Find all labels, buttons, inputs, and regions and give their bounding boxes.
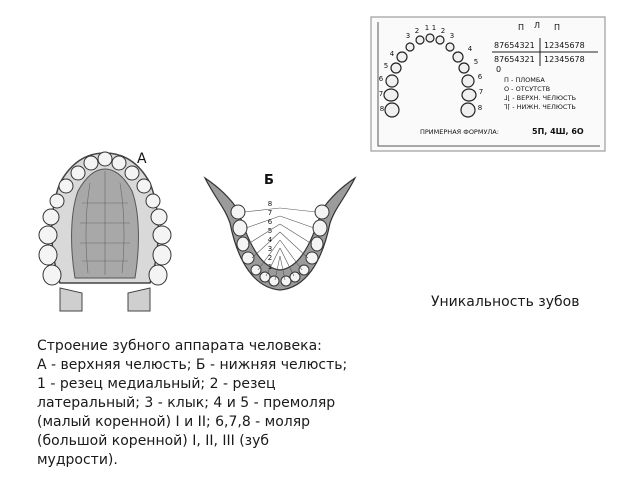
arch-number: 6 xyxy=(378,75,384,83)
quadrant-label-middle: Л xyxy=(534,21,541,30)
arch-number: 2 xyxy=(440,27,446,35)
lower-jaw-letter: Б xyxy=(264,173,274,188)
arch-number: 3 xyxy=(449,32,455,40)
example-formula-label: ПРИМЕРНАЯ ФОРМУЛА: xyxy=(420,128,499,136)
arch-number: 4 xyxy=(467,45,473,53)
quadrant-label-right: П xyxy=(554,23,561,32)
arch-number: 5 xyxy=(383,62,389,70)
arch-number: 3 xyxy=(405,32,411,40)
upper-row-left: 87654321 xyxy=(494,41,535,50)
lower-jaw-illustration xyxy=(200,168,360,298)
lower-tooth-number: 7 xyxy=(267,209,273,217)
arch-number: 7 xyxy=(378,90,384,98)
figure-caption: Строение зубного аппарата человека: А - верхняя челюсть; Б - нижняя челюсть; 1 - резец медиальный; 2 - резец латеральный; 3 - клык; 4 и 5 - премоляр (малый коренной) I и II; 6,7,8 - моляр (большой коренной) I, II, III (зуб мудрости). xyxy=(37,338,348,468)
upper-jaw-letter: А xyxy=(137,151,147,167)
lower-tooth-number: 2 xyxy=(267,254,273,262)
legend-filling: П - ПЛОМБА xyxy=(504,76,545,84)
arch-number: 8 xyxy=(379,105,385,113)
example-formula-value: 5П, 4Ш, 6О xyxy=(532,127,584,136)
upper-jaw-illustration xyxy=(30,143,180,313)
dental-formula-card xyxy=(370,16,606,152)
lower-row-right: 12345678 xyxy=(544,55,585,64)
lower-tooth-number: 4 xyxy=(267,236,273,244)
arch-number: 8 xyxy=(477,104,483,112)
lower-tooth-number: 3 xyxy=(267,245,273,253)
lower-tooth-number: 8 xyxy=(267,200,273,208)
uniqueness-label: Уникальность зубов xyxy=(431,294,580,310)
legend-lower-jaw: ⅂⌈ - НИЖН. ЧЕЛЮСТЬ xyxy=(504,103,576,111)
legend-absent: О - ОТСУТСТВ xyxy=(504,85,551,93)
lower-tooth-number: 6 xyxy=(267,218,273,226)
arch-number: 4 xyxy=(389,50,395,58)
lower-tooth-number: 1 xyxy=(267,263,273,271)
arch-number: 1 xyxy=(424,24,430,32)
lower-row-left: 87654321 xyxy=(494,55,535,64)
arch-number: 5 xyxy=(473,58,479,66)
arch-number: 1 xyxy=(431,24,437,32)
arch-number: 7 xyxy=(478,88,484,96)
legend-upper-jaw: ⅃⌊ - ВЕРХН. ЧЕЛЮСТЬ xyxy=(504,94,577,102)
arch-number: 2 xyxy=(414,27,420,35)
quadrant-label-left: П xyxy=(518,23,525,32)
lower-tooth-number: 5 xyxy=(267,227,273,235)
absent-mark: 0 xyxy=(496,65,502,74)
upper-row-right: 12345678 xyxy=(544,41,585,50)
arch-number: 6 xyxy=(477,73,483,81)
